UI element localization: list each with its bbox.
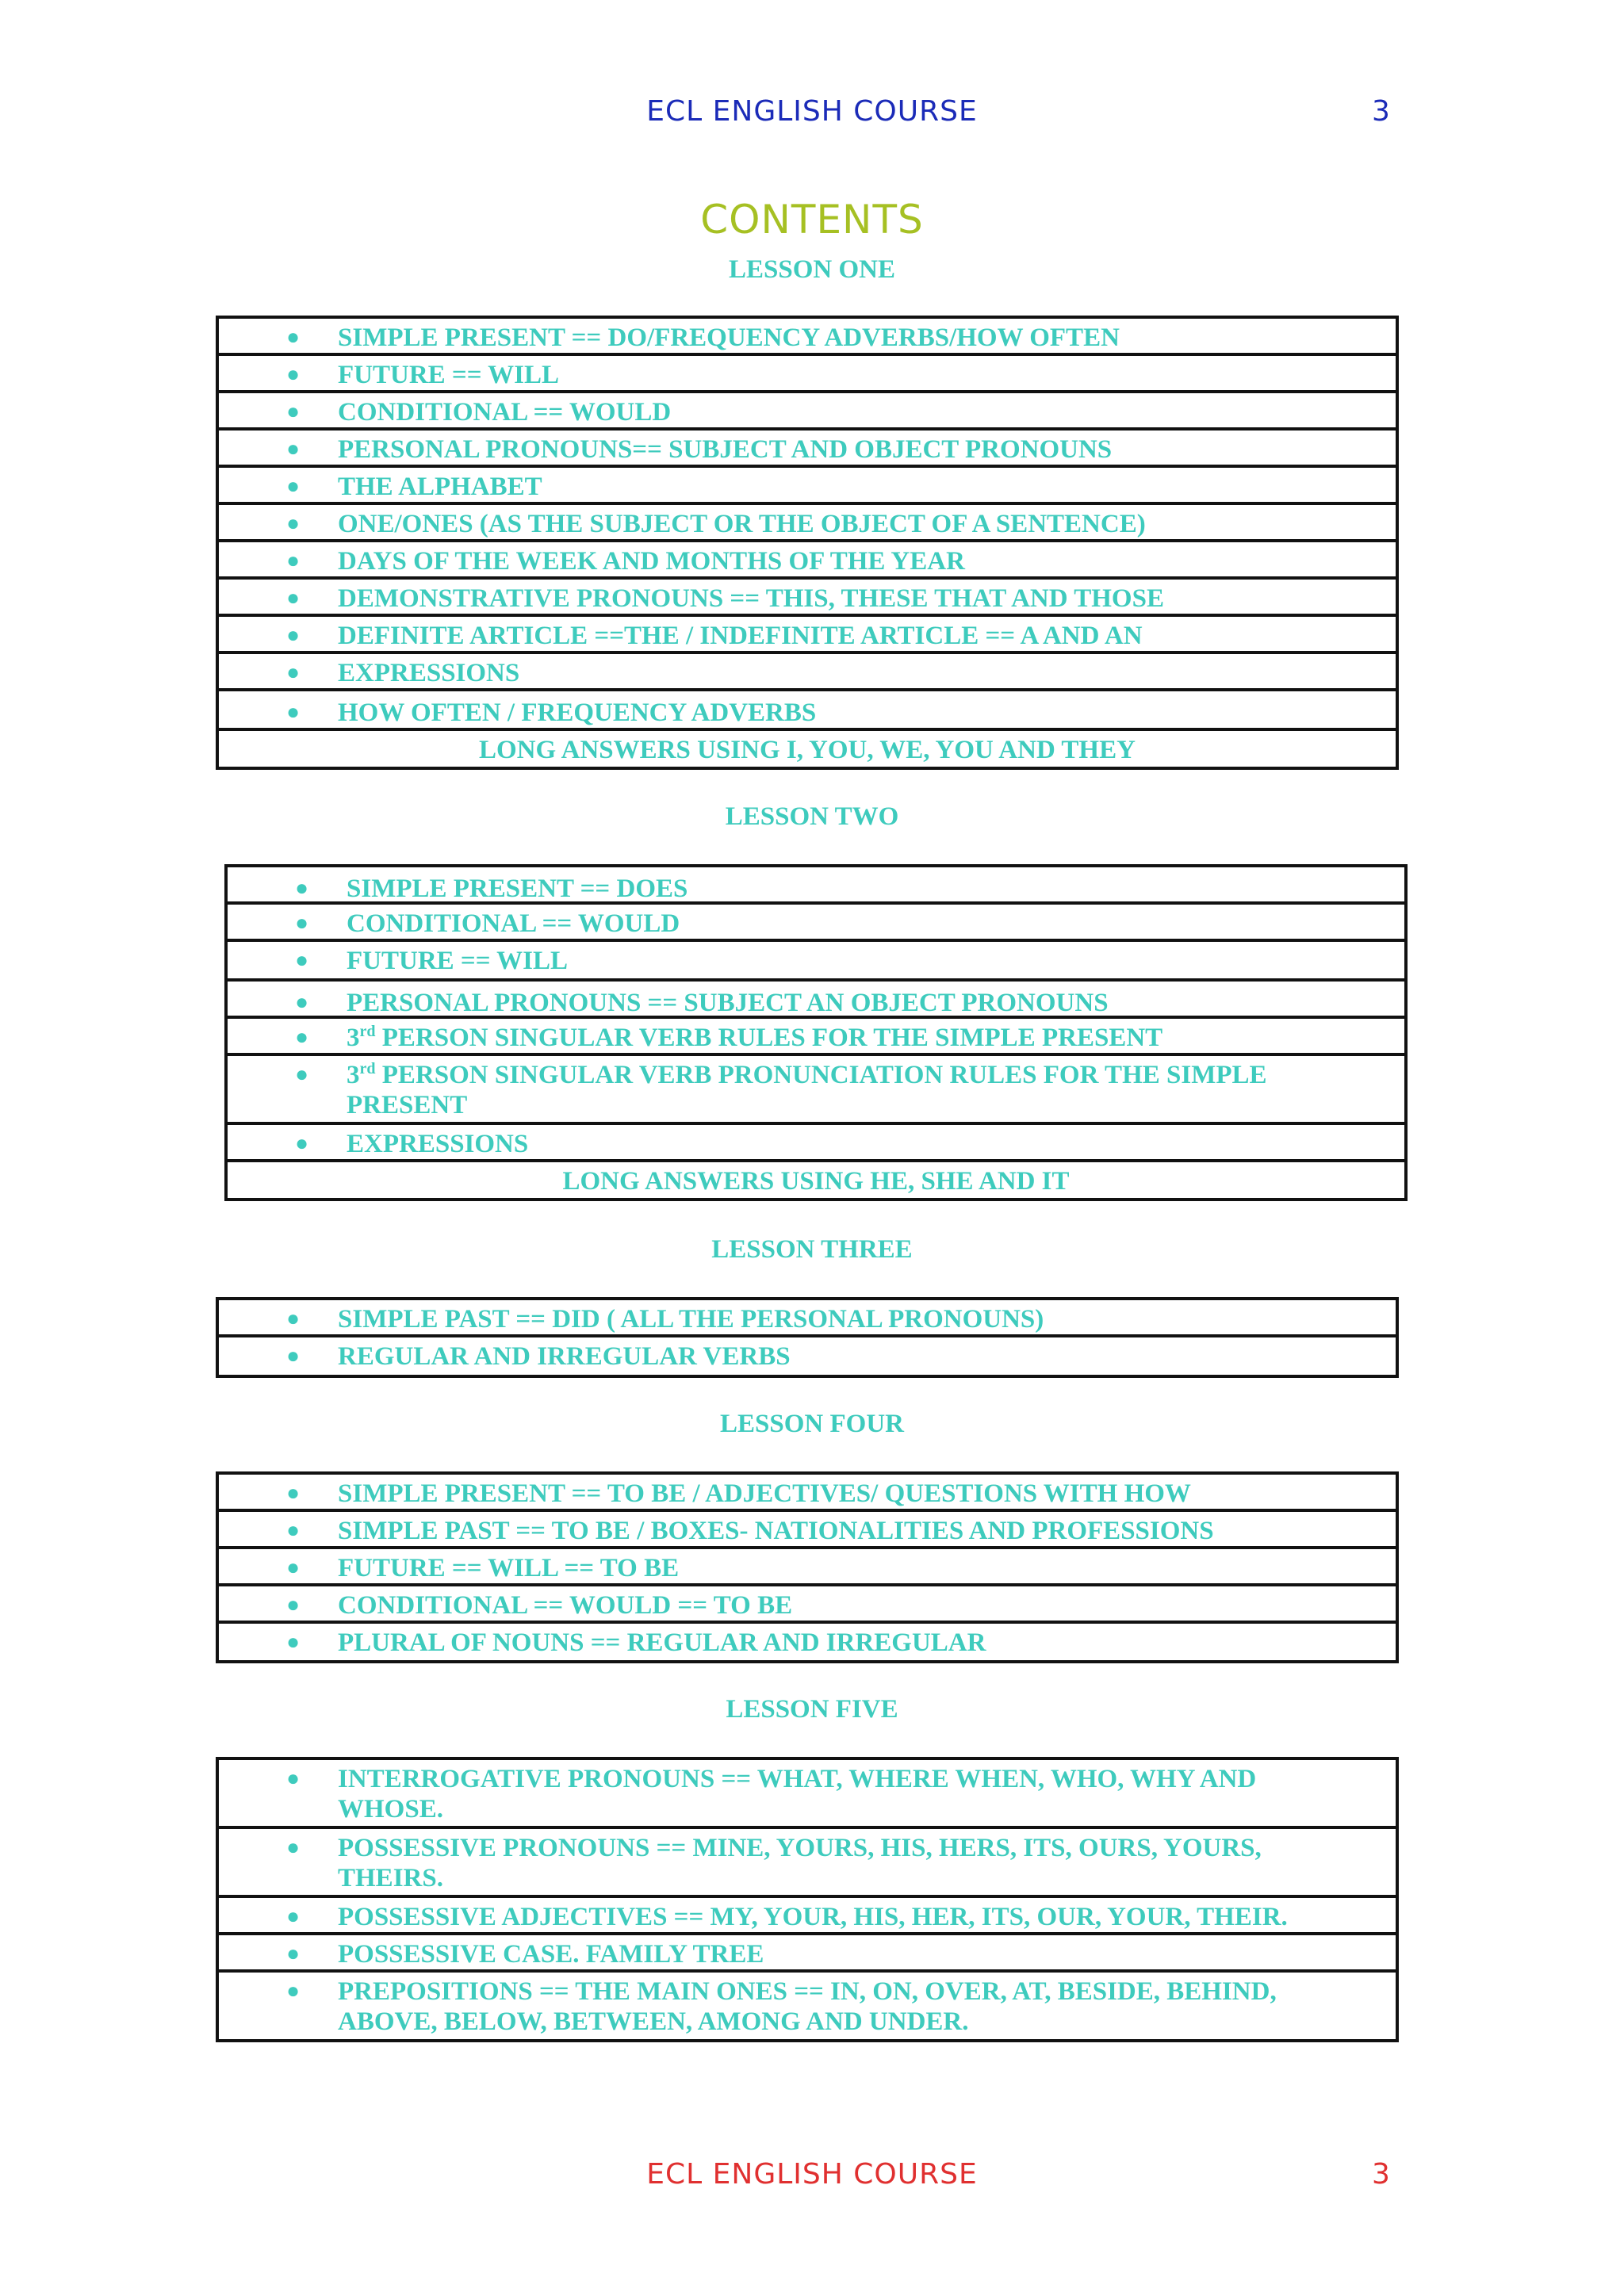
list-item: ● DAYS OF THE WEEK AND MONTHS OF THE YEAR (219, 542, 1396, 580)
list-item: ● POSSESSIVE PRONOUNS == MINE, YOURS, HIS, HERS, ITS, OURS, YOURS, THEIRS. (219, 1829, 1396, 1898)
list-item: ● PERSONAL PRONOUNS== SUBJECT AND OBJECT PRONOUNS (219, 430, 1396, 468)
list-item: ● REGULAR AND IRREGULAR VERBS (219, 1337, 1396, 1375)
lesson-two-heading: LESSON TWO (725, 802, 899, 831)
list-item: ● PERSONAL PRONOUNS == SUBJECT AN OBJECT PRONOUNS (228, 982, 1404, 1019)
lesson-five-table (216, 1757, 1399, 2042)
bullet-icon: ● (286, 1344, 300, 1368)
list-item: ● FUTURE == WILL (228, 942, 1404, 982)
lesson-one-summary: LONG ANSWERS USING I, YOU, WE, YOU AND THEY (479, 736, 1136, 764)
bullet-icon: ● (286, 1481, 300, 1506)
footer-page-number: 3 (1372, 2158, 1391, 2191)
list-item: ● THE ALPHABET (219, 468, 1396, 505)
list-item: ● CONDITIONAL == WOULD (219, 393, 1396, 430)
bullet-icon: ● (286, 511, 300, 536)
page-footer (0, 2158, 1624, 2206)
bullet-icon: ● (286, 474, 300, 499)
bullet-icon: ● (286, 400, 300, 424)
bullet-icon: ● (286, 586, 300, 610)
bullet-icon: ● (286, 1904, 300, 1929)
list-item: ● EXPRESSIONS (219, 654, 1396, 691)
lesson-two-summary: LONG ANSWERS USING HE, SHE AND IT (562, 1167, 1070, 1196)
bullet-icon: ● (295, 876, 308, 901)
lesson-four-table (216, 1471, 1399, 1663)
ordinal-item-text: 3rd PERSON SINGULAR VERB PRONUNCIATION RULES FOR THE SIMPLE PRESENT (347, 1060, 1267, 1119)
list-item: ● PLURAL OF NOUNS == REGULAR AND IRREGULAR (219, 1624, 1396, 1660)
list-item (228, 1019, 1404, 1056)
bullet-icon: ● (286, 1942, 300, 1966)
list-item: ● SIMPLE PAST == TO BE / BOXES- NATIONALITIES AND PROFESSIONS (219, 1512, 1396, 1549)
lesson-four-heading: LESSON FOUR (720, 1410, 904, 1438)
bullet-icon: ● (286, 1766, 300, 1791)
lesson-five-heading: LESSON FIVE (726, 1695, 898, 1724)
bullet-icon: ● (286, 623, 300, 648)
bullet-icon: ● (286, 660, 300, 685)
list-item: ● SIMPLE PRESENT == DO/FREQUENCY ADVERBS/HOW OFTEN (219, 319, 1396, 356)
bullet-icon: ● (286, 362, 300, 387)
bullet-icon: ● (286, 1630, 300, 1655)
lesson-three-table (216, 1297, 1399, 1378)
lesson-one-heading: LESSON ONE (729, 255, 895, 284)
list-item: ● FUTURE == WILL (219, 356, 1396, 393)
bullet-icon: ● (286, 1518, 300, 1543)
list-item (228, 1056, 1404, 1125)
bullet-icon: ● (295, 1131, 308, 1156)
lesson-one-table (216, 316, 1399, 770)
bullet-icon: ● (286, 1307, 300, 1331)
bullet-icon: ● (295, 911, 308, 936)
list-item: ● EXPRESSIONS (228, 1125, 1404, 1162)
bullet-icon: ● (286, 437, 300, 461)
bullet-icon: ● (286, 1593, 300, 1617)
lesson-two-table (224, 864, 1408, 1201)
bullet-icon: ● (295, 990, 308, 1015)
list-item: ● SIMPLE PRESENT == TO BE / ADJECTIVES/ QUESTIONS WITH HOW (219, 1475, 1396, 1512)
bullet-icon: ● (295, 1062, 308, 1087)
bullet-icon: ● (286, 1979, 300, 2003)
list-item: ● CONDITIONAL == WOULD == TO BE (219, 1586, 1396, 1624)
list-item: ● PREPOSITIONS == THE MAIN ONES == IN, ON, OVER, AT, BESIDE, BEHIND, ABOVE, BELOW, BETWEEN, AMONG AND UNDER. (219, 1973, 1396, 2039)
page-header (0, 95, 1624, 143)
list-item: ● SIMPLE PAST == DID ( ALL THE PERSONAL PRONOUNS) (219, 1300, 1396, 1337)
bullet-icon: ● (295, 948, 308, 973)
list-item: ● CONDITIONAL == WOULD (228, 905, 1404, 942)
list-item: ● DEMONSTRATIVE PRONOUNS == THIS, THESE THAT AND THOSE (219, 580, 1396, 617)
list-item: ● FUTURE == WILL == TO BE (219, 1549, 1396, 1586)
contents-title: CONTENTS (700, 197, 924, 243)
footer-title: ECL ENGLISH COURSE (646, 2158, 978, 2191)
list-item: ● POSSESSIVE CASE. FAMILY TREE (219, 1935, 1396, 1973)
bullet-icon: ● (286, 1556, 300, 1580)
header-title: ECL ENGLISH COURSE (646, 95, 978, 128)
list-item: ● INTERROGATIVE PRONOUNS == WHAT, WHERE WHEN, WHO, WHY AND WHOSE. (219, 1760, 1396, 1829)
bullet-icon: ● (286, 325, 300, 350)
bullet-icon: ● (295, 1025, 308, 1050)
bullet-icon: ● (286, 1835, 300, 1860)
list-item: ● ONE/ONES (AS THE SUBJECT OR THE OBJECT OF A SENTENCE) (219, 505, 1396, 542)
header-page-number: 3 (1372, 95, 1391, 128)
list-item: ● HOW OFTEN / FREQUENCY ADVERBS (219, 691, 1396, 731)
lesson-three-heading: LESSON THREE (711, 1235, 913, 1264)
list-item: ● POSSESSIVE ADJECTIVES == MY, YOUR, HIS, HER, ITS, OUR, YOUR, THEIR. (219, 1898, 1396, 1935)
list-item: ● SIMPLE PRESENT == DOES (228, 867, 1404, 905)
list-item: ● DEFINITE ARTICLE ==THE / INDEFINITE ARTICLE == A AND AN (219, 617, 1396, 654)
bullet-icon: ● (286, 549, 300, 573)
ordinal-item-text: 3rd PERSON SINGULAR VERB RULES FOR THE SIMPLE PRESENT (347, 1023, 1163, 1052)
bullet-icon: ● (286, 700, 300, 725)
